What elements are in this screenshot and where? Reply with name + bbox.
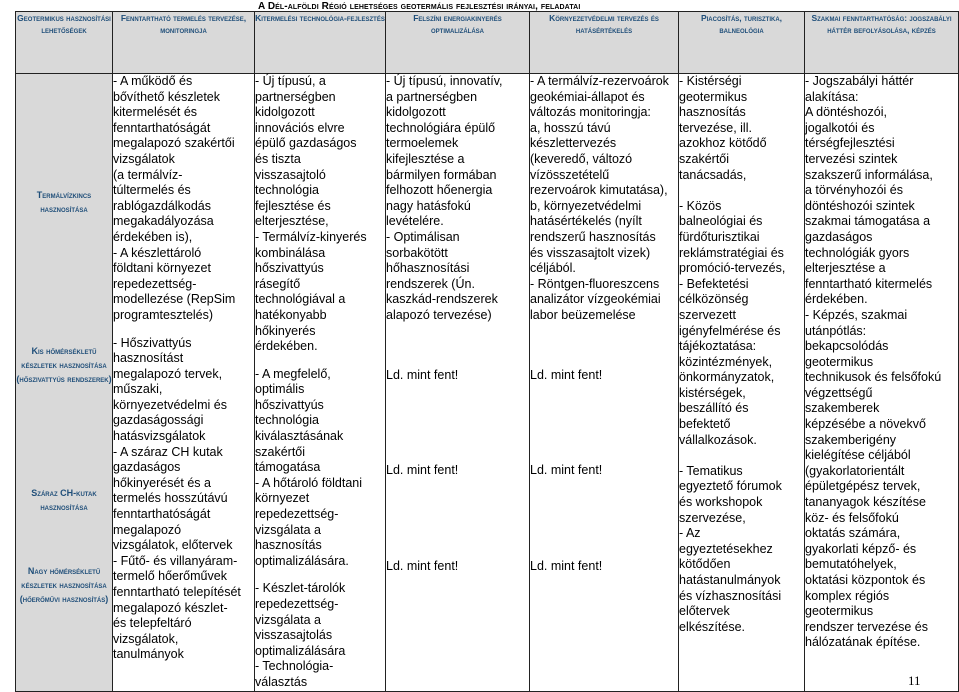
row-label-termal: Termálvízkincs hasznosítása	[36, 190, 92, 214]
kitermelesi-nagy: - Készlet-tárolók repedezettség- vizsgálata a visszasajtolás optimalizálására - Technológia- választás	[255, 581, 346, 689]
cell-kornyezet	[530, 74, 679, 692]
page-title: A Dél-alföldi Régió lehetséges geotermális fejlesztési irányai, feladatai	[258, 1, 581, 12]
kornyezet-kis: Ld. mint fent!	[530, 367, 603, 382]
header-kitermelesi: Kitermelési technológia-fejlesztés	[255, 12, 386, 74]
row-label-szaraz: Száraz CH-kutak hasznosítása	[31, 488, 97, 512]
kornyezet-nagy: Ld. mint fent!	[530, 558, 603, 573]
kitermelesi-kis: - A megfelelő, optimális hőszivattyús technológia kiválasztásának szakértői támogatása	[255, 366, 344, 475]
cell-fenntarthato	[113, 74, 255, 692]
felszini-szaraz: Ld. mint fent!	[386, 463, 459, 478]
felszini-termal: - Új típusú, innovatív, a partnerségben kidolgozott technológiára épülő termoelemek kifejlesztése a bármilyen formában felhozott hőenergia nagy hatásfokú levételére. - Optimálisan sorbakötött hőhasznosítási rendszerek (Ún. kaszkád-rendszerek alapozó tervezése)	[386, 74, 503, 322]
felszini-nagy: Ld. mint fent!	[386, 558, 459, 573]
row-label-kis: Kis hőmérsékletű készletek hasznosítása (hőszivattyús rendszerek)	[16, 346, 112, 384]
kornyezet-szaraz: Ld. mint fent!	[530, 463, 603, 478]
cell-piac	[679, 74, 805, 692]
header-felszini: Felszíni energiakinyerés optimalizálása	[386, 12, 530, 74]
cell-felszini	[386, 74, 530, 692]
geothermal-table	[15, 11, 959, 692]
page-number: 11	[908, 673, 921, 688]
fenntarthato-termal: - A működő és bővíthető készletek kitermelését és fenntarthatóságát megalapozó szakértői vizsgálatok (a termálvíz- túltermelés és rablógazdálkodás megakadályozása érdekében is), - A készlettároló földtani környezet repedezettség- modellezése (RepSim programtesztelés)	[113, 74, 236, 322]
fenntarthato-nagy: - Fűtő- és villanyáram- termelő hőerőművek fenntartható telepítését megalapozó készlet- és telepfeltáró vizsgálatok, tanulmányok	[113, 553, 241, 662]
header-row	[16, 12, 959, 74]
row-label-column	[16, 74, 113, 692]
fenntarthato-kis: - Hőszivattyús hasznosítást megalapozó tervek, műszaki, környezetvédelmi és gazdaságossági hatásvizsgálatok	[113, 335, 227, 444]
header-fenntarthato: Fenntartható termelés tervezése, monitoringja	[113, 12, 255, 74]
piac-text: - Kistérségi geotermikus hasznosítás tervezése, ill. azokhoz kötődő szakértői tanácsadás, - Közös balneológiai és fürdőturisztikai reklámstratégiai és promóció-tervezés, - Befektetési célközönség szervezett igényfelmérése és tájékoztatása: közintézmények, önkormányzatok, kistérségek, beszállító és befektető vállalkozások. - Tematikus egyeztető fórumok és workshopok szervezése, - Az egyeztetésekhez kötődően hatástanulmányok és vízhasznosítási előtervek elkészítése.	[679, 74, 786, 634]
szakmai-text: - Jogszabályi háttér alakítása: A döntéshozói, jogalkotói és térségfejlesztési tervezési szintek szakszerű informálása, a törvényhozói és döntéshozói szintek szakmai támogatása a gazdaságos technológiák gyors elterjesztése a fenntartható kitermelés érdekében. - Képzés, szakmai utánpótlás: bekapcsolódás geotermikus technikusok és felsőfokú végzettségű szakemberek képzésébe a növekvő szakemberigény kielégítése céljából (gyakorlatorientált épületgépész tervek, tananyagok készítése köz- és felsőfokú oktatás számára, gyakorlati képző- és bemutatóhelyek, oktatási központok és komplex régiós geotermikus rendszer tervezése és hálózatának építése.	[805, 74, 942, 650]
felszini-kis: Ld. mint fent!	[386, 367, 459, 382]
row-label-nagy: Nagy hőmérsékletű készletek hasznosítása (hőerőművi hasznosítás)	[19, 566, 109, 604]
kitermelesi-termal: - Új típusú, a partnerségben kidolgozott innovációs elvre épülő gazdaságos és tiszta visszasajtoló technológia fejlesztése és elterjesztése, - Termálvíz-kinyerés kombinálása hőszivattyús rásegítő technológiával a hatékonyabb hőkinyerés érdekében.	[255, 74, 367, 354]
body-row	[16, 74, 959, 692]
cell-kitermelesi	[255, 74, 386, 692]
header-hasznositasi: Geotermikus hasznosítási lehetőségek	[16, 12, 113, 74]
header-kornyezet: Környezetvédelmi tervezés és hatásértékelés	[530, 12, 679, 74]
cell-szakmai	[805, 74, 959, 692]
header-szakmai: Szakmai fenntarthatóság: jogszabályi háttér befolyásolása, képzés	[805, 12, 959, 74]
kitermelesi-szaraz: - A hőtároló földtani környezet repedezettség- vizsgálata a hasznosítás optimalizálására.	[255, 475, 363, 568]
fenntarthato-szaraz: - A száraz CH kutak gazdaságos hőkinyerését és a termelés hosszútávú fenntarthatóságát megalapozó vizsgálatok, előtervek	[113, 444, 233, 553]
header-piac: Piacosítás, turisztika, balneológia	[679, 12, 805, 74]
kornyezet-termal: - A termálvíz-rezervoárok geokémiai-állapot és változás monitoringja: a, hosszú távú készlettervezés (keveredő, változó vízösszetételű rezervoárok kimutatása), b, környezetvédelmi hatásértékelés (nyílt rendszerű hasznosítás és visszasajtolt vizek) céljából. - Röntgen-fluoreszcens analizátor vízgeokémiai labor beüzemelése	[530, 74, 669, 322]
